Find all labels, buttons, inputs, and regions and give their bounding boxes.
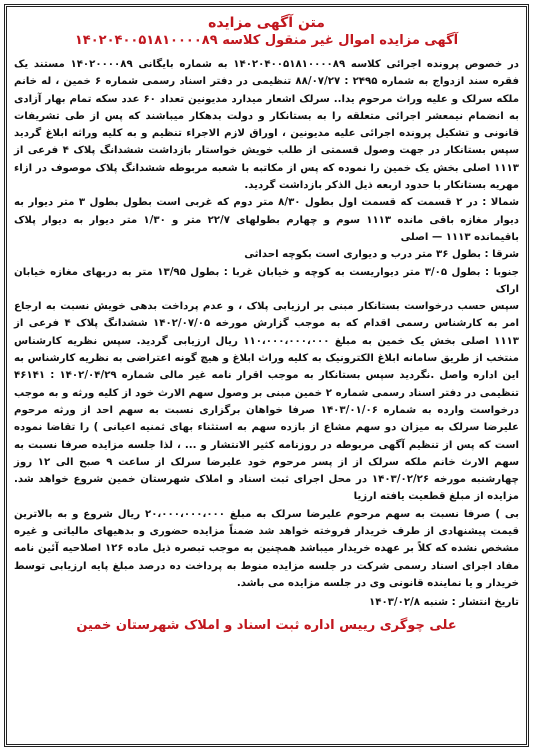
notice-title: متن آگهی مزایده <box>208 15 325 31</box>
paragraph-intro: در خصوص پرونده اجرائی کلاسه ۱۴۰۲۰۴۰۰۵۱۸۱۰۰۰۰۸۹ به شماره بایگانی ۱۴۰۲۰۰۰۰۸۹ مستند یک فقره سند ازدواج به شماره ۲۴۹۵ : ۸۸/۰۷/۲۷ تنظیمی در دفتر اسناد رسمی شماره ۶ خمین ، له خانم ملکه سرلک و علیه وراث مرحوم یدا.. سرلک اشعار میدارد مدیونین تعداد ۶۰ عدد سکه تمام بهار آزادی به انضمام نیمعشر اجرائی متعلقه را به بستانکار و دولت بدهکار میباشند که پس از طی تشریفات قانونی و تشکیل پرونده اجرائی علیه مدیونین ، اوراق لازم الاجراء تنظیم و به کلیه وراثه ابلاغ گردید سپس بستانکار در جهت وصول قسمتی از طلب خویش خواستار بازداشت ششدانگ پلاک ۴ فرعی از ۱۱۱۳ اصلی بخش یک خمین را نموده که پس از مکاتبه با شعبه مربوطه ششدانگ پلاک موصوف در ازاء مهریه بستانکار با حدود اربعه ذیل الذکر بازداشت گردید. <box>14 59 520 192</box>
paragraph-south-west-boundary: جنوبا : بطول ۳/۰۵ متر دیواریست به کوچه و خیابان غربا : بطول ۱۳/۹۵ متر به دربهای مغازه خیابان اراک <box>14 266 519 295</box>
notice-body <box>14 56 519 592</box>
publish-date: تاریخ انتشار : شنبه ۱۴۰۳/۰۲/۸ <box>369 597 519 609</box>
notice-content <box>14 14 519 635</box>
paragraph-auction-terms: بی ) صرفا نسبت به سهم مرحوم علیرضا سرلک به مبلغ ۲۰،۰۰۰،۰۰۰،۰۰۰ ریال شروع و به بالاترین قیمت پیشنهادی از طرف خریدار فروخته خواهد شد ضمناً مزایده حضوری و بدهیهای مالیاتی و غیره مشخص نشده که کلاً بر عهده خریدار میباشد همچنین به موجب تبصره ذیل ماده ۱۲۶ اصلاحیه آئین نامه مفاد اجرای اسناد رسمی شرکت در جلسه مزایده منوط به پرداخت ده درصد مبلغ پایه ارزیابی توسط خریدار و یا نماینده قانونی وی در جلسه مزایده می باشد. <box>14 508 519 589</box>
paragraph-east-boundary: شرقا : بطول ۳۶ متر درب و دیواری است بکوچه احداثی <box>244 249 519 261</box>
signature: علی چوگری رییس اداره ثبت اسناد و املاک شهرستان خمین <box>76 618 457 634</box>
paragraph-north-boundary: شمالا : در ۲ قسمت که قسمت اول بطول ۸/۳۰ متر دوم که غربی است بطول بطول ۳ متر دیوار به دیوار مغازه باقی مانده ۱۱۱۳ سوم و چهارم بطولهای ۲۲/۷ متر و ۱/۳۰ متر دیوار به دیوار پلاک باقیمانده ۱۱۱۳ — اصلی <box>14 197 520 243</box>
paragraph-appraisal-auction: سپس حسب درخواست بستانکار مبنی بر ارزیابی پلاک ، و عدم پرداخت بدهی خویش نسبت به ارجاع امر به کارشناس رسمی اقدام که به موجب گزارش مورخه ۱۴۰۲/۰۷/۰۵ ششدانگ پلاک ۴ فرعی از ۱۱۱۳ اصلی بخش یک خمین به مبلغ ۱۱۰،۰۰۰،۰۰۰،۰۰۰ ریال ارزیابی گردید. سپس نظریه کارشناس منتخب از طریق سامانه ابلاغ الکترونیک به کلیه وراث ابلاغ و هیچ گونه اعتراضی به نظریه کارشناس به این اداره واصل .نگردید سپس بستانکار به موجب اقرار نامه غیر مالی شماره ۱۴۰۲/۰۴/۲۹ : ۴۶۱۴۱ تنظیمی در دفتر اسناد رسمی شماره ۲ خمین مبنی بر وصول سهم الارث خود از کلیه ورثه و به موجب درخواست وارده به شماره ۱۴۰۳/۰۱/۰۶ صرفا خواهان برگزاری نسبت به سهم احد از ورثه مرحوم علیرضا سرلک به میزان دو سهم مشاع از بازده سهم به استثناء بهای ثمنیه اعیانی ) را تقاضا نموده است که پس از تنظیم آگهی مربوطه در روزنامه کثیر الانتشار و ... ، لذا جلسه مزایده صرفا نسبت به سهم الارث خانم ملکه سرلک از از پسر مرحوم خود علیرضا سرلک از ساعت ۹ صبح الی ۱۲ روز چهارشنبه مورخه ۱۴۰۳/۰۲/۲۶ در محل اجرای ثبت اسناد و املاک شهرستان خمین شروع خواهد شد. مزایده از مبلغ قطعیت یافته ارزیا <box>14 301 520 503</box>
notice-subtitle: آگهی مزایده اموال غیر منقول کلاسه ۱۴۰۲۰۴۰۰۵۱۸۱۰۰۰۰۸۹ <box>74 33 459 48</box>
